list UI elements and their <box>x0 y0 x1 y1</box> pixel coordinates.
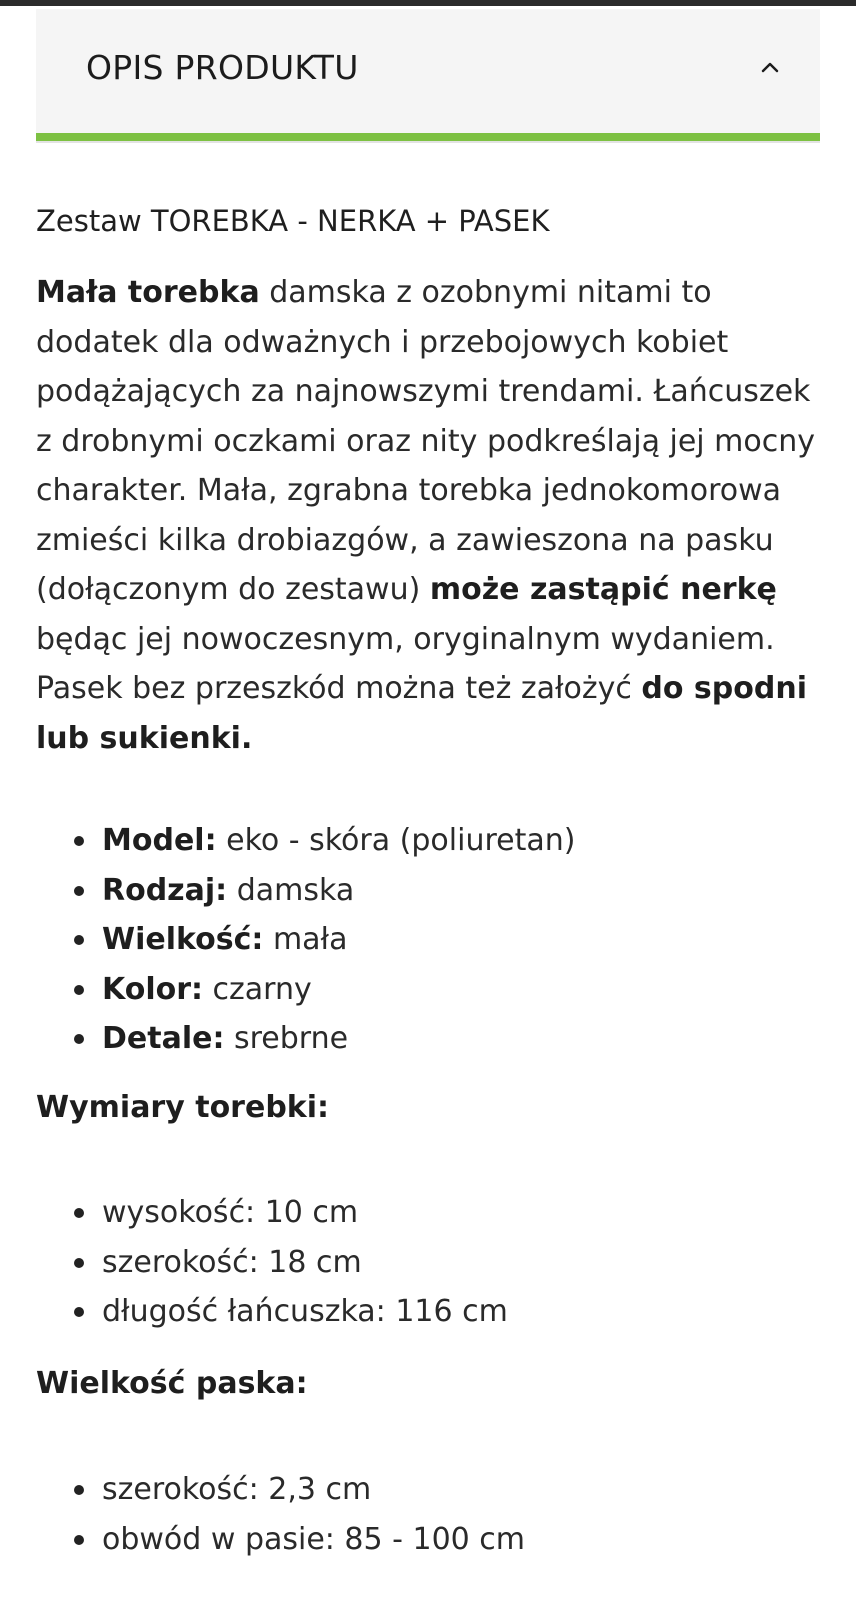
bullet-icon <box>74 935 84 945</box>
list-item: Wielkość: mała <box>36 915 826 965</box>
bullet-icon <box>74 1258 84 1268</box>
chevron-up-icon[interactable] <box>760 57 780 77</box>
bullet-icon <box>74 1208 84 1218</box>
list-item: szerokość: 18 cm <box>36 1238 826 1288</box>
belt-size-list <box>36 1465 826 1564</box>
list-item: wysokość: 10 cm <box>36 1188 826 1238</box>
highlight-small-bag: Mała torebka <box>36 275 260 310</box>
list-item: szerokość: 2,3 cm <box>36 1465 826 1515</box>
divider <box>36 141 820 143</box>
bag-dimensions-list <box>36 1188 826 1337</box>
product-heading: Zestaw TOREBKA - NERKA + PASEK <box>36 204 550 238</box>
highlight-replace-waistbag: może zastąpić nerkę <box>429 572 777 607</box>
bag-dimensions-title: Wymiary torebki: <box>36 1089 330 1125</box>
list-item: Model: eko - skóra (poliuretan) <box>36 816 826 866</box>
product-description-text <box>36 268 826 763</box>
belt-size-title: Wielkość paska: <box>36 1365 308 1401</box>
product-description-accordion-header[interactable] <box>36 9 820 133</box>
list-item: długość łańcuszka: 116 cm <box>36 1287 826 1337</box>
list-item: Rodzaj: damska <box>36 866 826 916</box>
bullet-icon <box>74 1034 84 1044</box>
bullet-icon <box>74 1307 84 1317</box>
status-bar-edge <box>0 0 856 6</box>
accordion-accent-line <box>36 133 820 141</box>
list-item: Detale: srebrne <box>36 1014 826 1064</box>
features-list <box>36 816 826 1064</box>
list-item: obwód w pasie: 85 - 100 cm <box>36 1515 826 1565</box>
list-item: Kolor: czarny <box>36 965 826 1015</box>
bullet-icon <box>74 1485 84 1495</box>
description-part-1: damska z ozobnymi nitami to dodatek dla odważnych i przebojowych kobiet podążających za najnowszymi trendami. Łańcuszek z drobnymi oczkami oraz nity podkreślają jej mocny charakter. Mała, zgrabna torebka jednokomorowa zmieści kilka drobiazgów, a zawieszona na pasku (dołączonym do zestawu) <box>36 275 815 607</box>
product-description-content <box>36 194 826 1564</box>
bullet-icon <box>74 1535 84 1545</box>
accordion-title: OPIS PRODUKTU <box>86 48 359 87</box>
description-part-2: będąc jej nowoczesnym, oryginalnym wydaniem. Pasek bez przeszkód można też założyć <box>36 621 775 706</box>
bullet-icon <box>74 985 84 995</box>
bullet-icon <box>74 886 84 896</box>
highlight-pants-dress: do spodni lub sukienki. <box>36 671 807 756</box>
bullet-icon <box>74 836 84 846</box>
